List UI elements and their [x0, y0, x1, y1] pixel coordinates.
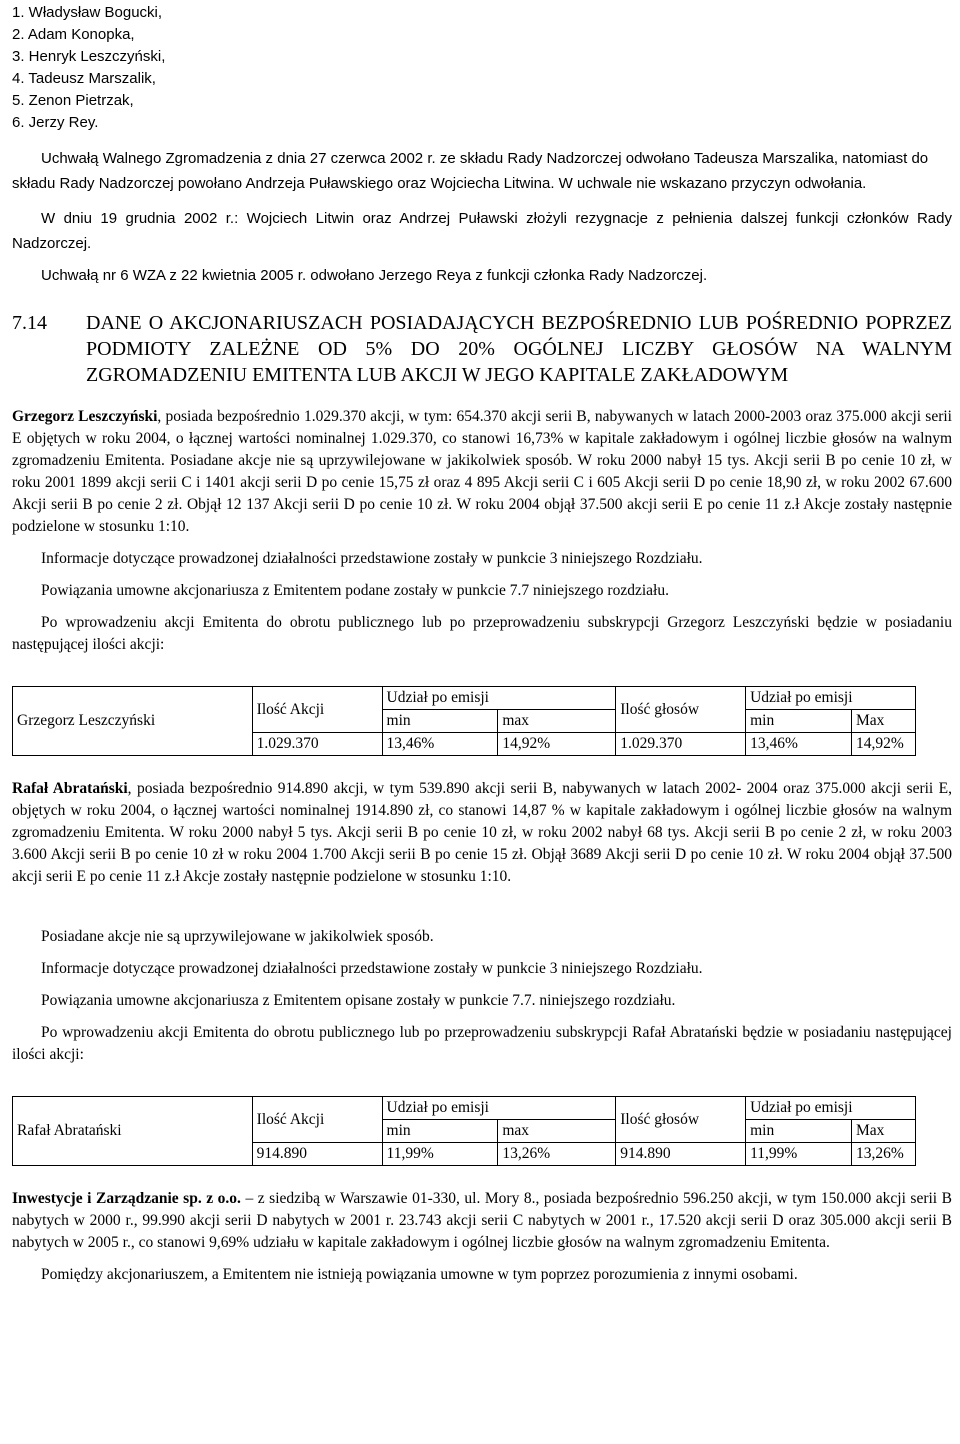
board-member-list: [12, 2, 952, 134]
table-header-share-pct: Udział po emisji: [382, 687, 616, 710]
gl-paragraph-text: , posiada bezpośrednio 1.029.370 akcji, w tym: 654.370 akcji serii B, nabywanych w latach 2000-2003 oraz 375.000 akcji serii E objętych w roku 2004, o łącznej wartości nominalnej 1.029.370, co stanowi 16,73% w kapitale zakładowym i ogólnej liczbie głosów na walnym zgromadzeniu Emitenta. Posiadane akcje nie są uprzywilejowane w jakikolwiek sposób. W roku 2000 nabył 15 tys. Akcji serii B po cenie 10 zł, w roku 2001 1899 akcji serii C i 1401 akcji serii D po cenie 15,75 zł oraz 4 895 Akcji serii C i 605 Akcji serii D po cenie 18,90 zł, w roku 2002 67.600 Akcji serii B po cenie 2 zł. Objął 12 137 Akcji serii D po cenie 10 zł. W roku 2004 objął 37.500 akcji serii E po cenie 11 z.ł Akcje zostały następnie podzielone w stosunku 1:10.: [12, 408, 952, 535]
table-cell-vote-min: 11,99%: [746, 1143, 852, 1166]
table-holder-cell: Rafał Abratański: [13, 1097, 253, 1166]
gl-info-paragraph: Informacje dotyczące prowadzonej działalności przedstawione zostały w punkcie 3 niniejszego Rozdziału.: [41, 550, 703, 567]
table-header-shares: Ilość Akcji: [252, 687, 382, 733]
gl-after-paragraph: Po wprowadzeniu akcji Emitenta do obrotu publicznego lub po przeprowadzeniu subskrypcji Grzegorz Leszczyński będzie w posiadaniu następującej ilości akcji:: [12, 614, 952, 653]
table-holder-cell: Grzegorz Leszczyński: [13, 687, 253, 756]
wza-2005-paragraph: Uchwałą nr 6 WZA z 22 kwietnia 2005 r. odwołano Jerzego Reya z funkcji członka Rady Nadzorczej.: [41, 267, 708, 284]
iz-name: Inwestycje i Zarządzanie sp. z o.o.: [12, 1190, 241, 1207]
list-item: 5. Zenon Pietrzak,: [12, 92, 134, 109]
section-heading: [12, 310, 952, 388]
ra-paragraph-text: , posiada bezpośrednio 914.890 akcji, w tym 539.890 akcji serii B, nabywanych w latach 2002- 2004 oraz 375.000 akcji serii E, objętych w roku 2004, o łącznej wartości nominalnej 1914.890 zł, co stanowi 14,87 % w kapitale zakładowym i ogólnej liczbie głosów na walnym zgromadzeniu Emitenta. W roku 2000 nabył 5 tys. Akcji serii B po cenie 10 zł, w roku 2002 nabył 68 tys. Akcji serii B po cenie 2 zł, w roku 2003 3.600 Akcji serii B po cenie 10 zł w roku 2004 1.700 Akcji serii B po cenie 15 zł. Objął 3689 Akcji serii D po cenie 10 zł. W roku 2004 objął 37.500 akcji serii E po cenie 11 z.ł Akcje zostały następnie podzielone w stosunku 1:10.: [12, 780, 952, 885]
document-page: [12, 0, 952, 1286]
gl-paragraph: [12, 406, 952, 538]
section-title: DANE O AKCJONARIUSZACH POSIADAJĄCYCH BEZPOŚREDNIO LUB POŚREDNIO POPRZEZ PODMIOTY ZALEŻNE OD 5% DO 20% OGÓLNEJ LICZBY GŁOSÓW NA WALNYM ZGROMADZENIU EMITENTA LUB AKCJI W JEGO KAPITALE ZAKŁADOWYM: [86, 312, 952, 386]
table-cell-shares: 1.029.370: [252, 733, 382, 756]
table-header-max: Max: [851, 710, 915, 733]
december-2002-paragraph: W dniu 19 grudnia 2002 r.: Wojciech Litwin oraz Andrzej Puławski złożyli rezygnacje z pełnienia dalszej funkcji członków Rady Nadzorczej.: [12, 210, 952, 252]
table-header-votes: Ilość głosów: [616, 687, 746, 733]
table-header-min: min: [382, 1120, 498, 1143]
gl-shares-table: [12, 686, 916, 756]
table-header-max: Max: [851, 1120, 915, 1143]
ra-info-paragraph: Informacje dotyczące prowadzonej działalności przedstawione zostały w punkcie 3 niniejszego Rozdziału.: [41, 960, 703, 977]
section-number: 7.14: [12, 312, 47, 334]
table-cell-votes: 914.890: [616, 1143, 746, 1166]
table-header-min: min: [382, 710, 498, 733]
iz-paragraph: [12, 1188, 952, 1254]
list-item: 4. Tadeusz Marszalik,: [12, 70, 156, 87]
table-cell-share-max: 13,26%: [498, 1143, 616, 1166]
table-header-share-pct: Udział po emisji: [382, 1097, 616, 1120]
list-item: 2. Adam Konopka,: [12, 26, 135, 43]
table-cell-share-min: 11,99%: [382, 1143, 498, 1166]
table-cell-vote-min: 13,46%: [746, 733, 852, 756]
table-header-shares: Ilość Akcji: [252, 1097, 382, 1143]
resolution-2002-paragraph: Uchwałą Walnego Zgromadzenia z dnia 27 czerwca 2002 r. ze składu Rady Nadzorczej odwołano Tadeusza Marszalika, natomiast do składu Rady Nadzorczej powołano Andrzeja Puławskiego oraz Wojciecha Litwina. W uchwale nie wskazano przyczyn odwołania.: [12, 150, 929, 192]
table-cell-vote-max: 13,26%: [851, 1143, 915, 1166]
table-header-min: min: [746, 1120, 852, 1143]
ra-name: Rafał Abratański: [12, 780, 128, 797]
table-cell-vote-max: 14,92%: [851, 733, 915, 756]
ra-privileges-paragraph: Posiadane akcje nie są uprzywilejowane w jakikolwiek sposób.: [41, 928, 434, 945]
list-item: 3. Henryk Leszczyński,: [12, 48, 166, 65]
ra-after-paragraph: Po wprowadzeniu akcji Emitenta do obrotu publicznego lub po przeprowadzeniu subskrypcji Rafał Abratański będzie w posiadaniu następującej ilości akcji:: [12, 1024, 952, 1063]
table-cell-share-max: 14,92%: [498, 733, 616, 756]
table-header-max: max: [498, 710, 616, 733]
table-header-min: min: [746, 710, 852, 733]
table-header-vote-pct: Udział po emisji: [746, 687, 916, 710]
table-cell-votes: 1.029.370: [616, 733, 746, 756]
ra-shares-table: [12, 1096, 916, 1166]
table-header-vote-pct: Udział po emisji: [746, 1097, 916, 1120]
list-item: 1. Władysław Bogucki,: [12, 4, 163, 21]
table-header-votes: Ilość głosów: [616, 1097, 746, 1143]
ra-paragraph: [12, 778, 952, 888]
gl-links-paragraph: Powiązania umowne akcjonariusza z Emitentem podane zostały w punkcie 7.7 niniejszego rozdziału.: [41, 582, 669, 599]
iz-none-paragraph: Pomiędzy akcjonariuszem, a Emitentem nie istnieją powiązania umowne w tym poprzez porozumienia z innymi osobami.: [41, 1266, 798, 1283]
table-cell-share-min: 13,46%: [382, 733, 498, 756]
iz-paragraph-text: – z siedzibą w Warszawie 01-330, ul. Mory 8., posiada bezpośrednio 596.250 akcji, w tym 150.000 akcji serii B nabytych w 2000 r., 99.990 akcji serii D nabytych w 2001 r. 23.743 akcji serii C nabytych w 2001 r., 17.520 akcji serii D oraz 305.000 akcji serii B nabytych w 2005 r., co stanowi 9,69% udziału w kapitale zakładowym i ogólnej liczbie głosów na walnym zgromadzeniu Emitenta.: [12, 1190, 952, 1251]
gl-name: Grzegorz Leszczyński: [12, 408, 158, 425]
list-item: 6. Jerzy Rey.: [12, 114, 99, 131]
table-header-max: max: [498, 1120, 616, 1143]
table-cell-shares: 914.890: [252, 1143, 382, 1166]
ra-links-paragraph: Powiązania umowne akcjonariusza z Emitentem opisane zostały w punkcie 7.7. niniejszego rozdziału.: [41, 992, 676, 1009]
